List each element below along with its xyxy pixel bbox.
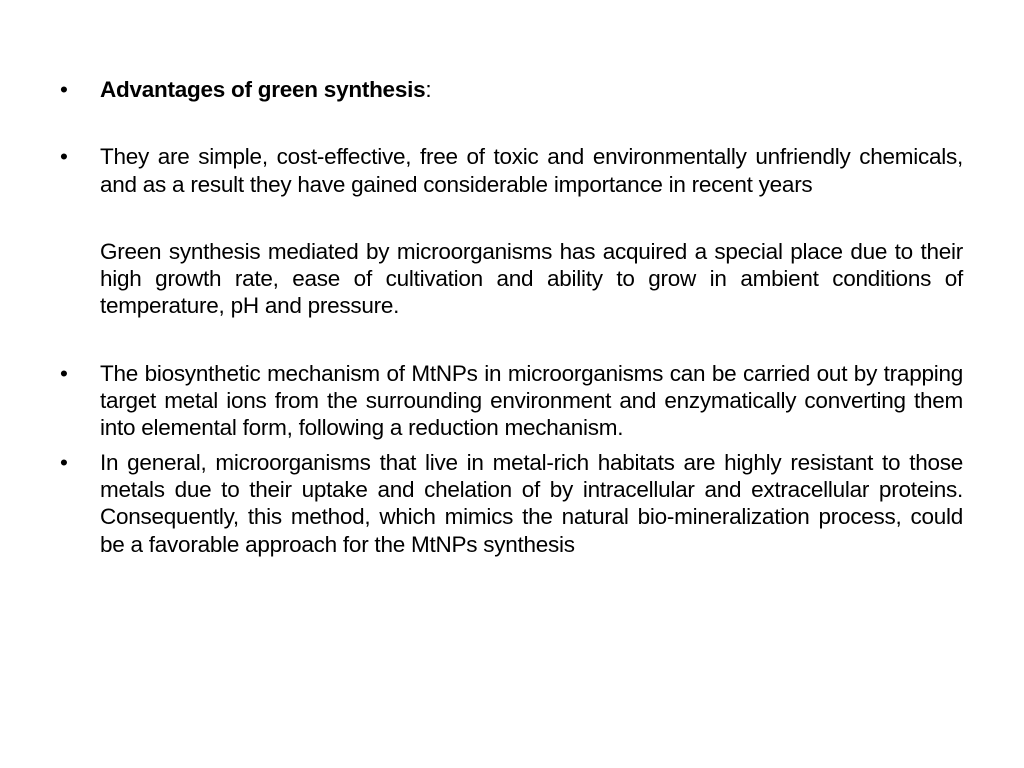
slide-content (60, 76, 963, 558)
bullet-icon: • (60, 77, 68, 102)
bullet-icon: • (60, 449, 68, 475)
bullet-text: In general, microorganisms that live in metal-rich habitats are highly resistant to those metals due to their uptake and chelation of by intracellular and extracellular proteins. Consequently, this method, which mimics the natural bio-mineralization process, could be a favorable approach for the MtNPs synthesis (100, 449, 963, 557)
bullet-icon: • (60, 144, 68, 170)
paragraph-text: Green synthesis mediated by microorganisms has acquired a special place due to their high growth rate, ease of cultivation and ability to grow in ambient conditions of temperature, pH and pressure. (100, 238, 963, 319)
bullet-icon: • (60, 360, 68, 386)
heading-text (100, 76, 963, 103)
bullet-item-mechanism (60, 360, 963, 442)
heading-colon: : (425, 77, 432, 102)
bullet-item-advantages (60, 143, 963, 198)
bullet-text: The biosynthetic mechanism of MtNPs in microorganisms can be carried out by trapping target metal ions from the surrounding environment and enzymatically converting them into elemental form, following a reduction mechanism. (100, 360, 963, 441)
bullet-item-resistance (60, 449, 963, 558)
paragraph-microorganisms (60, 238, 963, 320)
heading-item (60, 76, 963, 103)
bullet-text: They are simple, cost-effective, free of toxic and environmentally unfriendly chemicals, and as a result they have gained considerable importance in recent years (100, 144, 963, 197)
heading-label: Advantages of green synthesis (100, 77, 426, 102)
